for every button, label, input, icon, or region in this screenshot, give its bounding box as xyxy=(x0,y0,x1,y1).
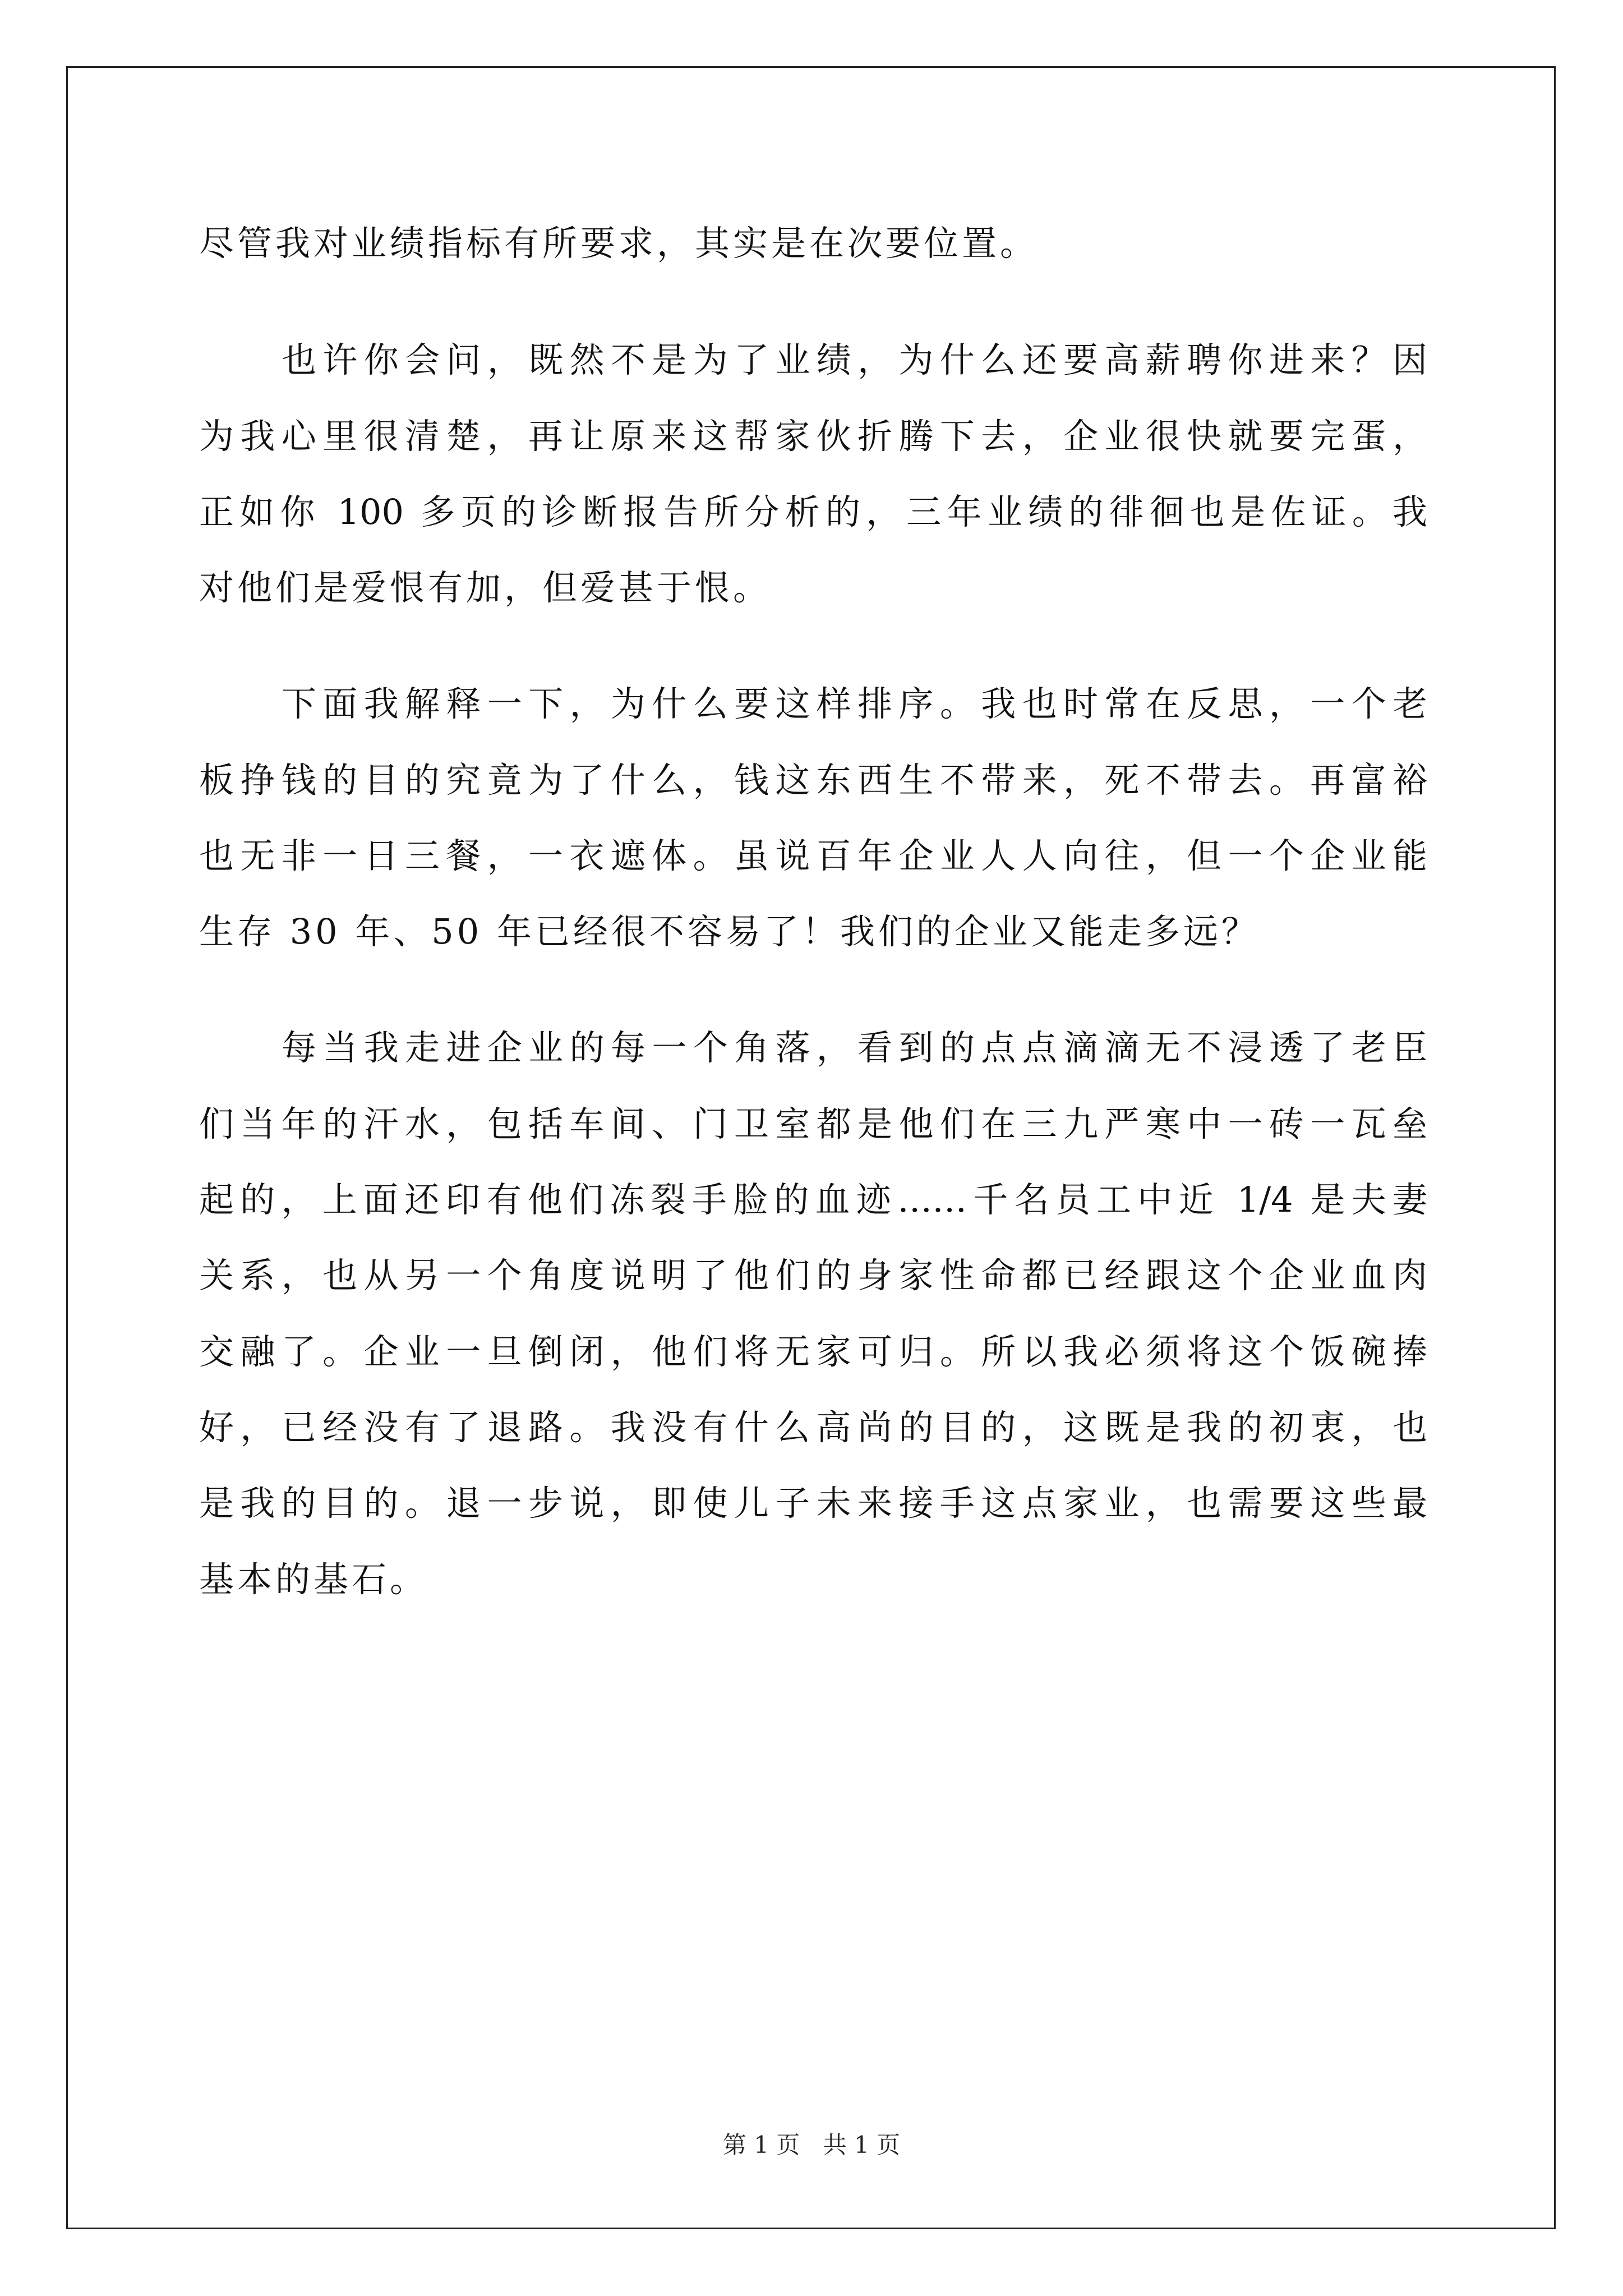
page-number: 第 1 页 xyxy=(722,2131,800,2159)
text-line: 起的，上面还印有他们冻裂手脸的血迹……千名员工中近 1/4 是夫妻 xyxy=(199,1179,1427,1220)
text-line: 生存 30 年、50 年已经很不容易了！我们的企业又能走多远？ xyxy=(199,911,1260,952)
page-total: 共 1 页 xyxy=(823,2131,901,2159)
text-line: 每当我走进企业的每一个角落，看到的点点滴滴无不浸透了老臣 xyxy=(282,1027,1427,1068)
text-line: 对他们是爱恨有加，但爱甚于恨。 xyxy=(199,567,772,608)
text-line: 交融了。企业一旦倒闭，他们将无家可归。所以我必须将这个饭碗捧 xyxy=(199,1331,1427,1372)
text-line: 板挣钱的目的究竟为了什么，钱这东西生不带来，死不带去。再富裕 xyxy=(199,760,1427,800)
page-border xyxy=(66,66,1556,2229)
text-line: 们当年的汗水，包括车间、门卫室都是他们在三九严寒中一砖一瓦垒 xyxy=(199,1103,1427,1144)
text-line: 正如你 100 多页的诊断报告所分析的，三年业绩的徘徊也是佐证。我 xyxy=(199,491,1427,532)
page-footer xyxy=(0,2129,1623,2161)
text-line: 好，已经没有了退路。我没有什么高尚的目的，这既是我的初衷，也 xyxy=(199,1407,1427,1448)
text-line: 也无非一日三餐，一衣遮体。虽说百年企业人人向往，但一个企业能 xyxy=(199,835,1427,876)
text-line: 关系，也从另一个角度说明了他们的身家性命都已经跟这个企业血肉 xyxy=(199,1255,1427,1296)
text-line: 基本的基石。 xyxy=(199,1559,428,1600)
text-line: 是我的目的。退一步说，即使儿子未来接手这点家业，也需要这些最 xyxy=(199,1483,1427,1524)
text-line: 为我心里很清楚，再让原来这帮家伙折腾下去，企业很快就要完蛋， xyxy=(199,416,1427,457)
text-line: 也许你会问，既然不是为了业绩，为什么还要高薪聘你进来？因 xyxy=(282,339,1427,380)
text-line: 下面我解释一下，为什么要这样排序。我也时常在反思，一个老 xyxy=(282,683,1427,724)
text-line: 尽管我对业绩指标有所要求，其实是在次要位置。 xyxy=(199,223,1039,264)
